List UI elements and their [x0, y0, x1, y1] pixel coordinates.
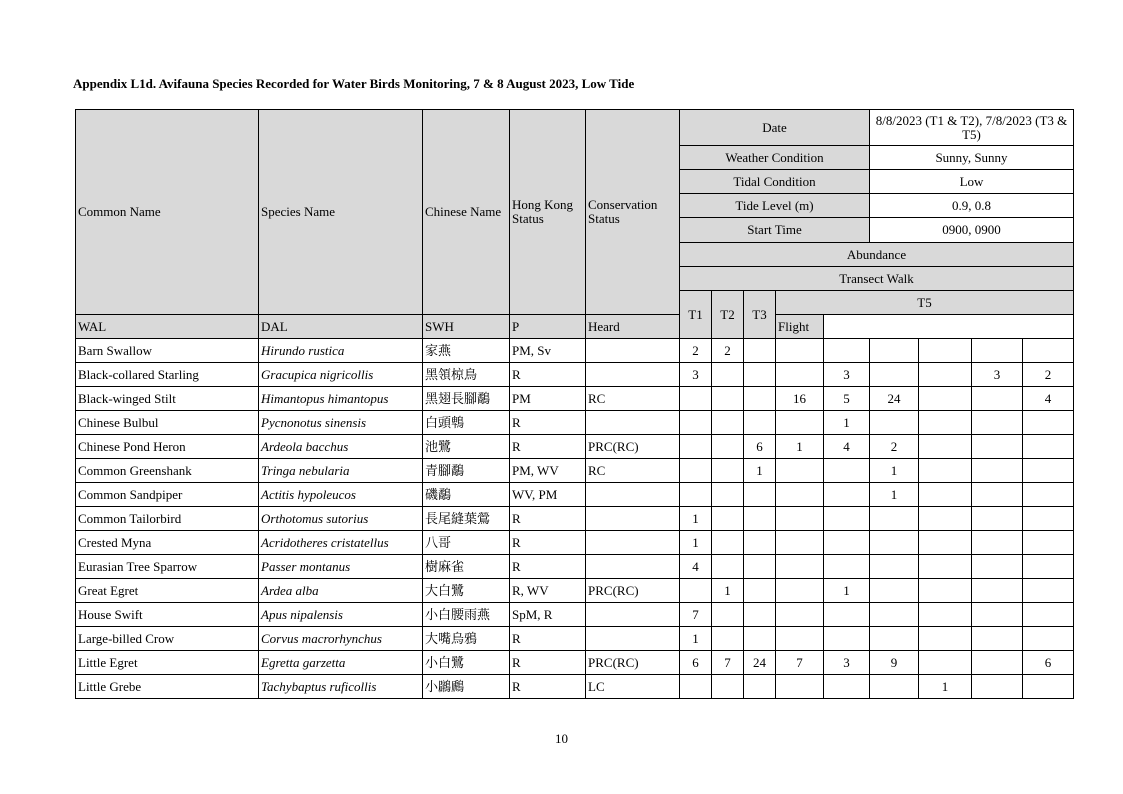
- tidal-label: Tidal Condition: [680, 170, 870, 194]
- dal-count-cell: [824, 507, 870, 531]
- flight-count-cell: 2: [1023, 363, 1074, 387]
- species-name-cell: Egretta garzetta: [259, 651, 423, 675]
- swh-count-cell: [870, 411, 919, 435]
- t2-count-cell: [712, 411, 744, 435]
- hk-status-cell: R: [510, 435, 586, 459]
- species-name-cell: Acridotheres cristatellus: [259, 531, 423, 555]
- t3-count-cell: [744, 363, 776, 387]
- heard-count-cell: [972, 339, 1023, 363]
- chinese-name-cell: 磯鷸: [423, 483, 510, 507]
- conservation-status-cell: [586, 531, 680, 555]
- dal-count-cell: [824, 459, 870, 483]
- dal-count-cell: [824, 483, 870, 507]
- conservation-status-cell: PRC(RC): [586, 435, 680, 459]
- tidal-value: Low: [870, 170, 1074, 194]
- t2-count-cell: [712, 603, 744, 627]
- t3-count-cell: [744, 483, 776, 507]
- table-row: [76, 363, 1074, 387]
- flight-count-cell: 6: [1023, 651, 1074, 675]
- t3-count-cell: 6: [744, 435, 776, 459]
- species-name-cell: Corvus macrorhynchus: [259, 627, 423, 651]
- table-row: [76, 651, 1074, 675]
- p-count-cell: [919, 603, 972, 627]
- dal-count-cell: 4: [824, 435, 870, 459]
- page-number: 10: [555, 731, 568, 746]
- hk-status-cell: R: [510, 531, 586, 555]
- flight-count-cell: [1023, 627, 1074, 651]
- t1-count-cell: [680, 435, 712, 459]
- species-name-cell: Actitis hypoleucos: [259, 483, 423, 507]
- flight-count-cell: [1023, 507, 1074, 531]
- flight-count-cell: [1023, 531, 1074, 555]
- header-heard: Heard: [586, 315, 680, 339]
- heard-count-cell: [972, 459, 1023, 483]
- chinese-name-cell: 黑領椋鳥: [423, 363, 510, 387]
- header-t1: T1: [680, 291, 712, 339]
- swh-count-cell: 9: [870, 651, 919, 675]
- table-row: [76, 675, 1074, 699]
- t2-count-cell: [712, 627, 744, 651]
- chinese-name-cell: 大白鷺: [423, 579, 510, 603]
- conservation-status-cell: [586, 483, 680, 507]
- hk-status-cell: WV, PM: [510, 483, 586, 507]
- flight-count-cell: [1023, 411, 1074, 435]
- hk-status-cell: R: [510, 411, 586, 435]
- conservation-status-cell: [586, 627, 680, 651]
- heard-count-cell: [972, 411, 1023, 435]
- swh-count-cell: [870, 531, 919, 555]
- heard-count-cell: 3: [972, 363, 1023, 387]
- common-name-cell: Little Grebe: [76, 675, 259, 699]
- common-name-cell: Common Greenshank: [76, 459, 259, 483]
- t3-count-cell: [744, 507, 776, 531]
- hk-status-cell: SpM, R: [510, 603, 586, 627]
- chinese-name-cell: 青腳鷸: [423, 459, 510, 483]
- chinese-name-cell: 小白鷺: [423, 651, 510, 675]
- header-wal: WAL: [76, 315, 259, 339]
- chinese-name-cell: 黑翅長腳鷸: [423, 387, 510, 411]
- date-value: 8/8/2023 (T1 & T2), 7/8/2023 (T3 & T5): [870, 110, 1074, 146]
- conservation-status-cell: [586, 363, 680, 387]
- conservation-status-cell: LC: [586, 675, 680, 699]
- t3-count-cell: [744, 579, 776, 603]
- common-name-cell: Black-collared Starling: [76, 363, 259, 387]
- species-name-cell: Orthotomus sutorius: [259, 507, 423, 531]
- dal-count-cell: 1: [824, 411, 870, 435]
- t1-count-cell: 7: [680, 603, 712, 627]
- wal-count-cell: [776, 339, 824, 363]
- t2-count-cell: [712, 387, 744, 411]
- dal-count-cell: [824, 531, 870, 555]
- t2-count-cell: [712, 459, 744, 483]
- chinese-name-cell: 長尾縫葉鶯: [423, 507, 510, 531]
- table-row: [76, 435, 1074, 459]
- hk-status-cell: R: [510, 651, 586, 675]
- t1-count-cell: [680, 675, 712, 699]
- t1-count-cell: [680, 579, 712, 603]
- heard-count-cell: [972, 531, 1023, 555]
- transect-walk-header: Transect Walk: [680, 267, 1074, 291]
- t2-count-cell: 1: [712, 579, 744, 603]
- weather-value: Sunny, Sunny: [870, 146, 1074, 170]
- table-row: [76, 459, 1074, 483]
- header-flight: Flight: [776, 315, 824, 339]
- t1-count-cell: 3: [680, 363, 712, 387]
- dal-count-cell: [824, 627, 870, 651]
- hk-status-cell: R, WV: [510, 579, 586, 603]
- start-time-value: 0900, 0900: [870, 218, 1074, 243]
- chinese-name-cell: 小鸊鷉: [423, 675, 510, 699]
- species-name-cell: Pycnonotus sinensis: [259, 411, 423, 435]
- species-table: [75, 109, 1074, 699]
- hk-status-cell: PM, Sv: [510, 339, 586, 363]
- swh-count-cell: [870, 603, 919, 627]
- species-name-cell: Hirundo rustica: [259, 339, 423, 363]
- swh-count-cell: 24: [870, 387, 919, 411]
- heard-count-cell: [972, 387, 1023, 411]
- t2-count-cell: [712, 507, 744, 531]
- swh-count-cell: [870, 555, 919, 579]
- header-t3: T3: [744, 291, 776, 339]
- t3-count-cell: [744, 675, 776, 699]
- table-row: [76, 387, 1074, 411]
- dal-count-cell: 5: [824, 387, 870, 411]
- p-count-cell: [919, 627, 972, 651]
- wal-count-cell: [776, 531, 824, 555]
- t1-count-cell: 1: [680, 627, 712, 651]
- conservation-status-cell: [586, 339, 680, 363]
- conservation-status-cell: [586, 507, 680, 531]
- header-conservation-status: Conservation Status: [586, 110, 680, 315]
- common-name-cell: Great Egret: [76, 579, 259, 603]
- dal-count-cell: [824, 339, 870, 363]
- t1-count-cell: 1: [680, 531, 712, 555]
- t3-count-cell: [744, 387, 776, 411]
- chinese-name-cell: 八哥: [423, 531, 510, 555]
- swh-count-cell: [870, 579, 919, 603]
- t3-count-cell: [744, 555, 776, 579]
- species-rows: [76, 339, 1074, 699]
- flight-count-cell: [1023, 339, 1074, 363]
- species-name-cell: Ardeola bacchus: [259, 435, 423, 459]
- heard-count-cell: [972, 675, 1023, 699]
- t1-count-cell: [680, 411, 712, 435]
- table-row: [76, 603, 1074, 627]
- table-row: [76, 483, 1074, 507]
- p-count-cell: [919, 579, 972, 603]
- swh-count-cell: 1: [870, 483, 919, 507]
- swh-count-cell: [870, 507, 919, 531]
- species-name-cell: Passer montanus: [259, 555, 423, 579]
- wal-count-cell: [776, 675, 824, 699]
- wal-count-cell: [776, 507, 824, 531]
- conservation-status-cell: RC: [586, 387, 680, 411]
- p-count-cell: [919, 555, 972, 579]
- t2-count-cell: [712, 363, 744, 387]
- table-row: [76, 339, 1074, 363]
- hk-status-cell: R: [510, 507, 586, 531]
- header-swh: SWH: [423, 315, 510, 339]
- table-row: [76, 507, 1074, 531]
- swh-count-cell: 1: [870, 459, 919, 483]
- t1-count-cell: [680, 459, 712, 483]
- wal-count-cell: [776, 363, 824, 387]
- swh-count-cell: [870, 339, 919, 363]
- heard-count-cell: [972, 651, 1023, 675]
- table-row: [76, 411, 1074, 435]
- wal-count-cell: [776, 411, 824, 435]
- hk-status-cell: R: [510, 675, 586, 699]
- wal-count-cell: 7: [776, 651, 824, 675]
- wal-count-cell: [776, 459, 824, 483]
- p-count-cell: [919, 339, 972, 363]
- species-name-cell: Gracupica nigricollis: [259, 363, 423, 387]
- header-dal: DAL: [259, 315, 423, 339]
- hk-status-cell: R: [510, 627, 586, 651]
- hk-status-cell: PM: [510, 387, 586, 411]
- conservation-status-cell: [586, 411, 680, 435]
- common-name-cell: Crested Myna: [76, 531, 259, 555]
- table-row: [76, 579, 1074, 603]
- p-count-cell: [919, 459, 972, 483]
- flight-count-cell: [1023, 483, 1074, 507]
- conservation-status-cell: PRC(RC): [586, 651, 680, 675]
- p-count-cell: [919, 363, 972, 387]
- t1-count-cell: [680, 483, 712, 507]
- species-name-cell: Apus nipalensis: [259, 603, 423, 627]
- t1-count-cell: [680, 387, 712, 411]
- common-name-cell: Little Egret: [76, 651, 259, 675]
- heard-count-cell: [972, 579, 1023, 603]
- header-t2: T2: [712, 291, 744, 339]
- chinese-name-cell: 樹麻雀: [423, 555, 510, 579]
- wal-count-cell: [776, 627, 824, 651]
- conservation-status-cell: PRC(RC): [586, 579, 680, 603]
- t1-count-cell: 6: [680, 651, 712, 675]
- t2-count-cell: 7: [712, 651, 744, 675]
- wal-count-cell: [776, 555, 824, 579]
- hk-status-cell: R: [510, 555, 586, 579]
- wal-count-cell: 16: [776, 387, 824, 411]
- dal-count-cell: [824, 675, 870, 699]
- p-count-cell: 1: [919, 675, 972, 699]
- common-name-cell: Chinese Bulbul: [76, 411, 259, 435]
- dal-count-cell: [824, 555, 870, 579]
- species-name-cell: Ardea alba: [259, 579, 423, 603]
- common-name-cell: Eurasian Tree Sparrow: [76, 555, 259, 579]
- swh-count-cell: 2: [870, 435, 919, 459]
- common-name-cell: Common Sandpiper: [76, 483, 259, 507]
- t2-count-cell: [712, 435, 744, 459]
- heard-count-cell: [972, 435, 1023, 459]
- common-name-cell: Black-winged Stilt: [76, 387, 259, 411]
- weather-label: Weather Condition: [680, 146, 870, 170]
- start-time-label: Start Time: [680, 218, 870, 243]
- dal-count-cell: 3: [824, 363, 870, 387]
- t3-count-cell: [744, 603, 776, 627]
- t1-count-cell: 1: [680, 507, 712, 531]
- t3-count-cell: 1: [744, 459, 776, 483]
- heard-count-cell: [972, 627, 1023, 651]
- common-name-cell: House Swift: [76, 603, 259, 627]
- t3-count-cell: [744, 531, 776, 555]
- species-name-cell: Tachybaptus ruficollis: [259, 675, 423, 699]
- common-name-cell: Chinese Pond Heron: [76, 435, 259, 459]
- dal-count-cell: 1: [824, 579, 870, 603]
- heard-count-cell: [972, 483, 1023, 507]
- p-count-cell: [919, 435, 972, 459]
- p-count-cell: [919, 531, 972, 555]
- heard-count-cell: [972, 555, 1023, 579]
- t3-count-cell: [744, 339, 776, 363]
- flight-count-cell: [1023, 675, 1074, 699]
- header-common-name: Common Name: [76, 110, 259, 315]
- swh-count-cell: [870, 627, 919, 651]
- tide-level-label: Tide Level (m): [680, 194, 870, 218]
- swh-count-cell: [870, 363, 919, 387]
- t2-count-cell: [712, 531, 744, 555]
- chinese-name-cell: 小白腰雨燕: [423, 603, 510, 627]
- t2-count-cell: [712, 555, 744, 579]
- chinese-name-cell: 大嘴烏鴉: [423, 627, 510, 651]
- flight-count-cell: [1023, 603, 1074, 627]
- chinese-name-cell: 家燕: [423, 339, 510, 363]
- flight-count-cell: [1023, 579, 1074, 603]
- wal-count-cell: [776, 579, 824, 603]
- header-hk-status: Hong Kong Status: [510, 110, 586, 315]
- header-species-name: Species Name: [259, 110, 423, 315]
- t2-count-cell: [712, 483, 744, 507]
- dal-count-cell: [824, 603, 870, 627]
- flight-count-cell: 4: [1023, 387, 1074, 411]
- hk-status-cell: PM, WV: [510, 459, 586, 483]
- date-label: Date: [680, 110, 870, 146]
- wal-count-cell: 1: [776, 435, 824, 459]
- p-count-cell: [919, 507, 972, 531]
- tide-level-value: 0.9, 0.8: [870, 194, 1074, 218]
- table-row: [76, 531, 1074, 555]
- p-count-cell: [919, 483, 972, 507]
- t1-count-cell: 2: [680, 339, 712, 363]
- table-row: [76, 627, 1074, 651]
- t3-count-cell: [744, 627, 776, 651]
- p-count-cell: [919, 387, 972, 411]
- common-name-cell: Common Tailorbird: [76, 507, 259, 531]
- flight-count-cell: [1023, 555, 1074, 579]
- heard-count-cell: [972, 507, 1023, 531]
- header-t5: T5: [776, 291, 1074, 315]
- t3-count-cell: [744, 411, 776, 435]
- wal-count-cell: [776, 603, 824, 627]
- header-p: P: [510, 315, 586, 339]
- common-name-cell: Barn Swallow: [76, 339, 259, 363]
- header-chinese-name: Chinese Name: [423, 110, 510, 315]
- t1-count-cell: 4: [680, 555, 712, 579]
- common-name-cell: Large-billed Crow: [76, 627, 259, 651]
- t3-count-cell: 24: [744, 651, 776, 675]
- chinese-name-cell: 白頭鵯: [423, 411, 510, 435]
- t2-count-cell: [712, 675, 744, 699]
- flight-count-cell: [1023, 459, 1074, 483]
- conservation-status-cell: [586, 555, 680, 579]
- p-count-cell: [919, 651, 972, 675]
- species-name-cell: Himantopus himantopus: [259, 387, 423, 411]
- dal-count-cell: 3: [824, 651, 870, 675]
- page-title: Appendix L1d. Avifauna Species Recorded for Water Birds Monitoring, 7 & 8 August 2023, Low Tide: [73, 76, 635, 91]
- conservation-status-cell: RC: [586, 459, 680, 483]
- abundance-header: Abundance: [680, 243, 1074, 267]
- flight-count-cell: [1023, 435, 1074, 459]
- species-name-cell: Tringa nebularia: [259, 459, 423, 483]
- p-count-cell: [919, 411, 972, 435]
- heard-count-cell: [972, 603, 1023, 627]
- chinese-name-cell: 池鷺: [423, 435, 510, 459]
- hk-status-cell: R: [510, 363, 586, 387]
- wal-count-cell: [776, 483, 824, 507]
- conservation-status-cell: [586, 603, 680, 627]
- swh-count-cell: [870, 675, 919, 699]
- t2-count-cell: 2: [712, 339, 744, 363]
- table-row: [76, 555, 1074, 579]
